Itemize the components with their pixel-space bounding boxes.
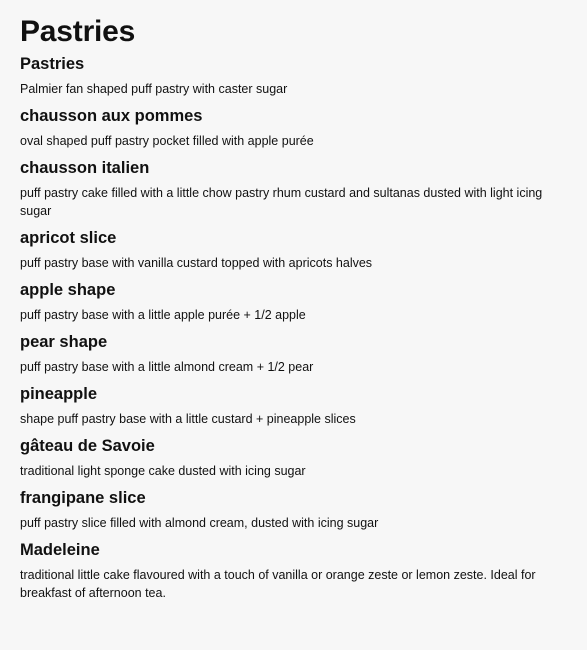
pastry-name: Pastries [20,55,85,73]
pastry-description: puff pastry base with vanilla custard topped with apricots halves [20,256,373,270]
pastry-item [20,434,567,486]
page-title: Pastries [20,15,136,48]
pastry-name: chausson aux pommes [20,107,203,125]
pastry-name: pear shape [20,333,108,351]
pastry-name: chausson italien [20,159,150,177]
pastry-name: apple shape [20,281,116,299]
pastry-item [20,226,567,278]
pastry-description: traditional light sponge cake dusted with icing sugar [20,464,306,478]
pastry-description: puff pastry base with a little almond cream + 1/2 pear [20,360,314,374]
pastry-description: puff pastry cake filled with a little chow pastry rhum custard and sultanas dusted with light icing sugar [20,186,543,218]
pastry-item [20,156,567,226]
pastry-item [20,486,567,538]
pastry-list [20,52,567,608]
pastry-item [20,278,567,330]
pastry-name: gâteau de Savoie [20,437,155,455]
pastry-name: frangipane slice [20,489,146,507]
pastry-item [20,104,567,156]
pastry-description: puff pastry slice filled with almond cream, dusted with icing sugar [20,516,379,530]
pastry-description: Palmier fan shaped puff pastry with caster sugar [20,82,288,96]
pastry-name: apricot slice [20,229,117,247]
pastry-description: puff pastry base with a little apple purée + 1/2 apple [20,308,306,322]
pastry-item [20,52,567,104]
pastry-item [20,330,567,382]
pastry-item [20,382,567,434]
pastry-name: pineapple [20,385,98,403]
pastry-name: Madeleine [20,541,100,559]
pastry-description: oval shaped puff pastry pocket filled with apple purée [20,134,314,148]
pastry-description: traditional little cake flavoured with a touch of vanilla or orange zeste or lemon zeste. Ideal for breakfast of afternoon tea. [20,568,536,600]
pastry-description: shape puff pastry base with a little custard + pineapple slices [20,412,356,426]
pastry-item [20,538,567,608]
